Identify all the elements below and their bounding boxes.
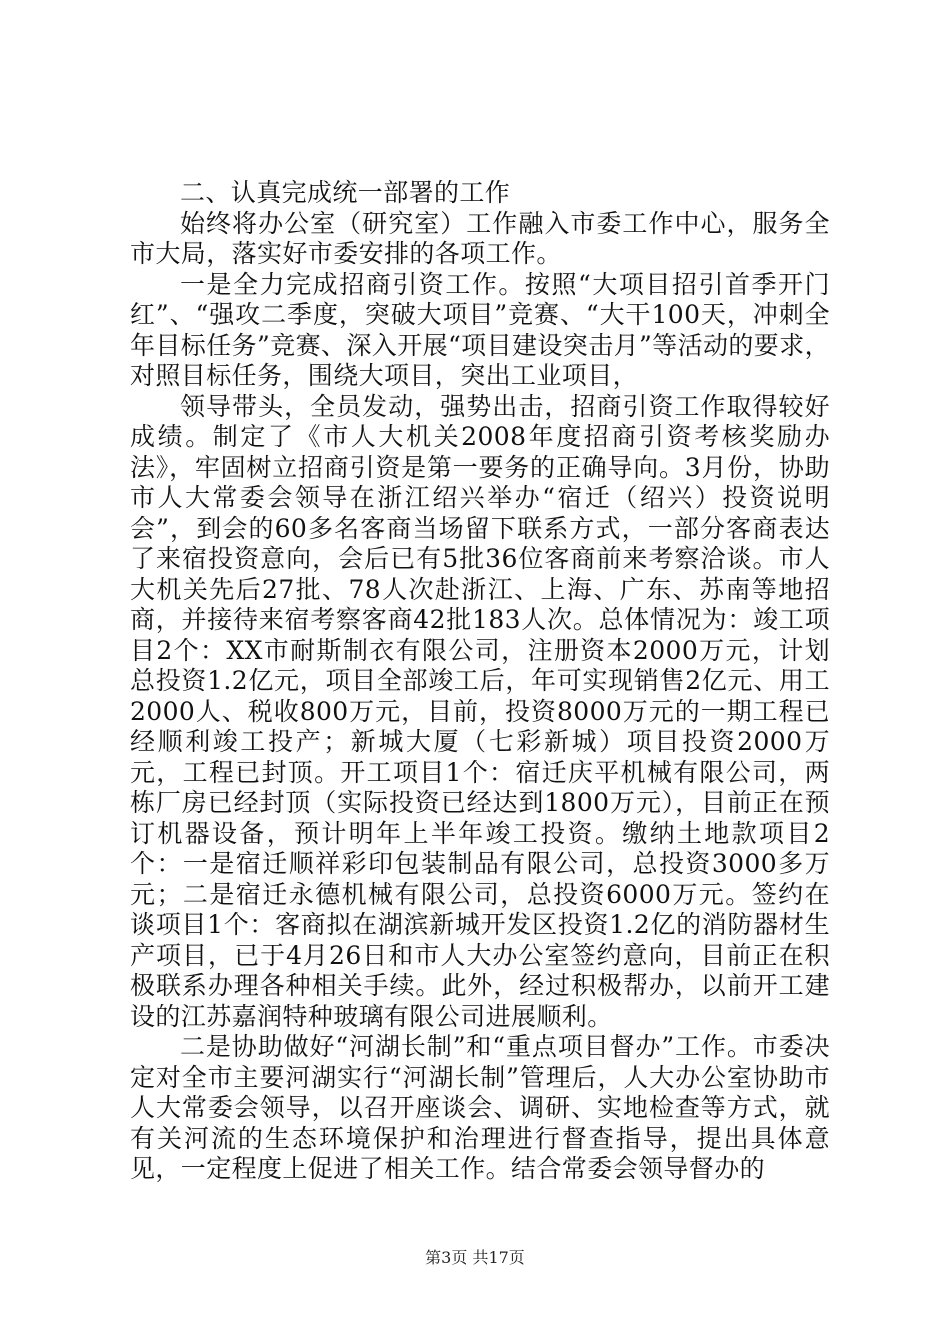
page-footer: 第3页 共17页 <box>425 1248 525 1267</box>
paragraph-investment: 一是全力完成招商引资工作。按照“大项目招引首季开门红”、“强攻二季度，突破大项目”竞赛、“大干100天，冲刺全年目标任务”竞赛、深入开展“项目建设突击月”等活动的要求，对照目标任务，围绕大项目，突出工业项目， <box>130 269 830 390</box>
paragraph-intro: 始终将办公室（研究室）工作融入市委工作中心，服务全市大局，落实好市委安排的各项工作。 <box>130 208 830 268</box>
paragraph-river-lake: 二是协助做好“河湖长制”和“重点项目督办”工作。市委决定对全市主要河湖实行“河湖长制”管理后，人大办公室协助市人大常委会领导，以召开座谈会、调研、实地检查等方式，就有关河流的生态环境保护和治理进行督查指导，提出具体意见，一定程度上促进了相关工作。结合常委会领导督办的 <box>130 1032 830 1183</box>
document-body <box>130 178 830 1185</box>
section-heading: 二、认真完成统一部署的工作 <box>180 178 511 207</box>
paragraph-investment-results: 领导带头，全员发动，强势出击，招商引资工作取得较好成绩。制定了《市人大机关2008年度招商引资考核奖励办法》，牢固树立招商引资是第一要务的正确导向。3月份，协助市人大常委会领导在浙江绍兴举办“宿迁（绍兴）投资说明会”，到会的60多名客商当场留下联系方式，一部分客商表达了来宿投资意向，会后已有5批36位客商前来考察洽谈。市人大机关先后27批、78人次赴浙江、上海、广东、苏南等地招商，并接待来宿考察客商42批183人次。总体情况为：竣工项目2个：XX市耐斯制衣有限公司，注册资本2000万元，计划总投资1.2亿元，项目全部竣工后，年可实现销售2亿元、用工2000人、税收800万元，目前，投资8000万元的一期工程已经顺利竣工投产；新城大厦（七彩新城）项目投资2000万元，工程已封顶。开工项目1个：宿迁庆平机械有限公司，两栋厂房已经封顶（实际投资已经达到1800万元），目前正在预订机器设备，预计明年上半年竣工投资。缴纳土地款项目2个：一是宿迁顺祥彩印包装制品有限公司，总投资3000多万元；二是宿迁永德机械有限公司，总投资6000万元。签约在谈项目1个：客商拟在湖滨新城开发区投资1.2亿的消防器材生产项目，已于4月26日和市人大办公室签约意向，目前正在积极联系办理各种相关手续。此外，经过积极帮办，以前开工建设的江苏嘉润特种玻璃有限公司进展顺利。 <box>130 391 830 1031</box>
